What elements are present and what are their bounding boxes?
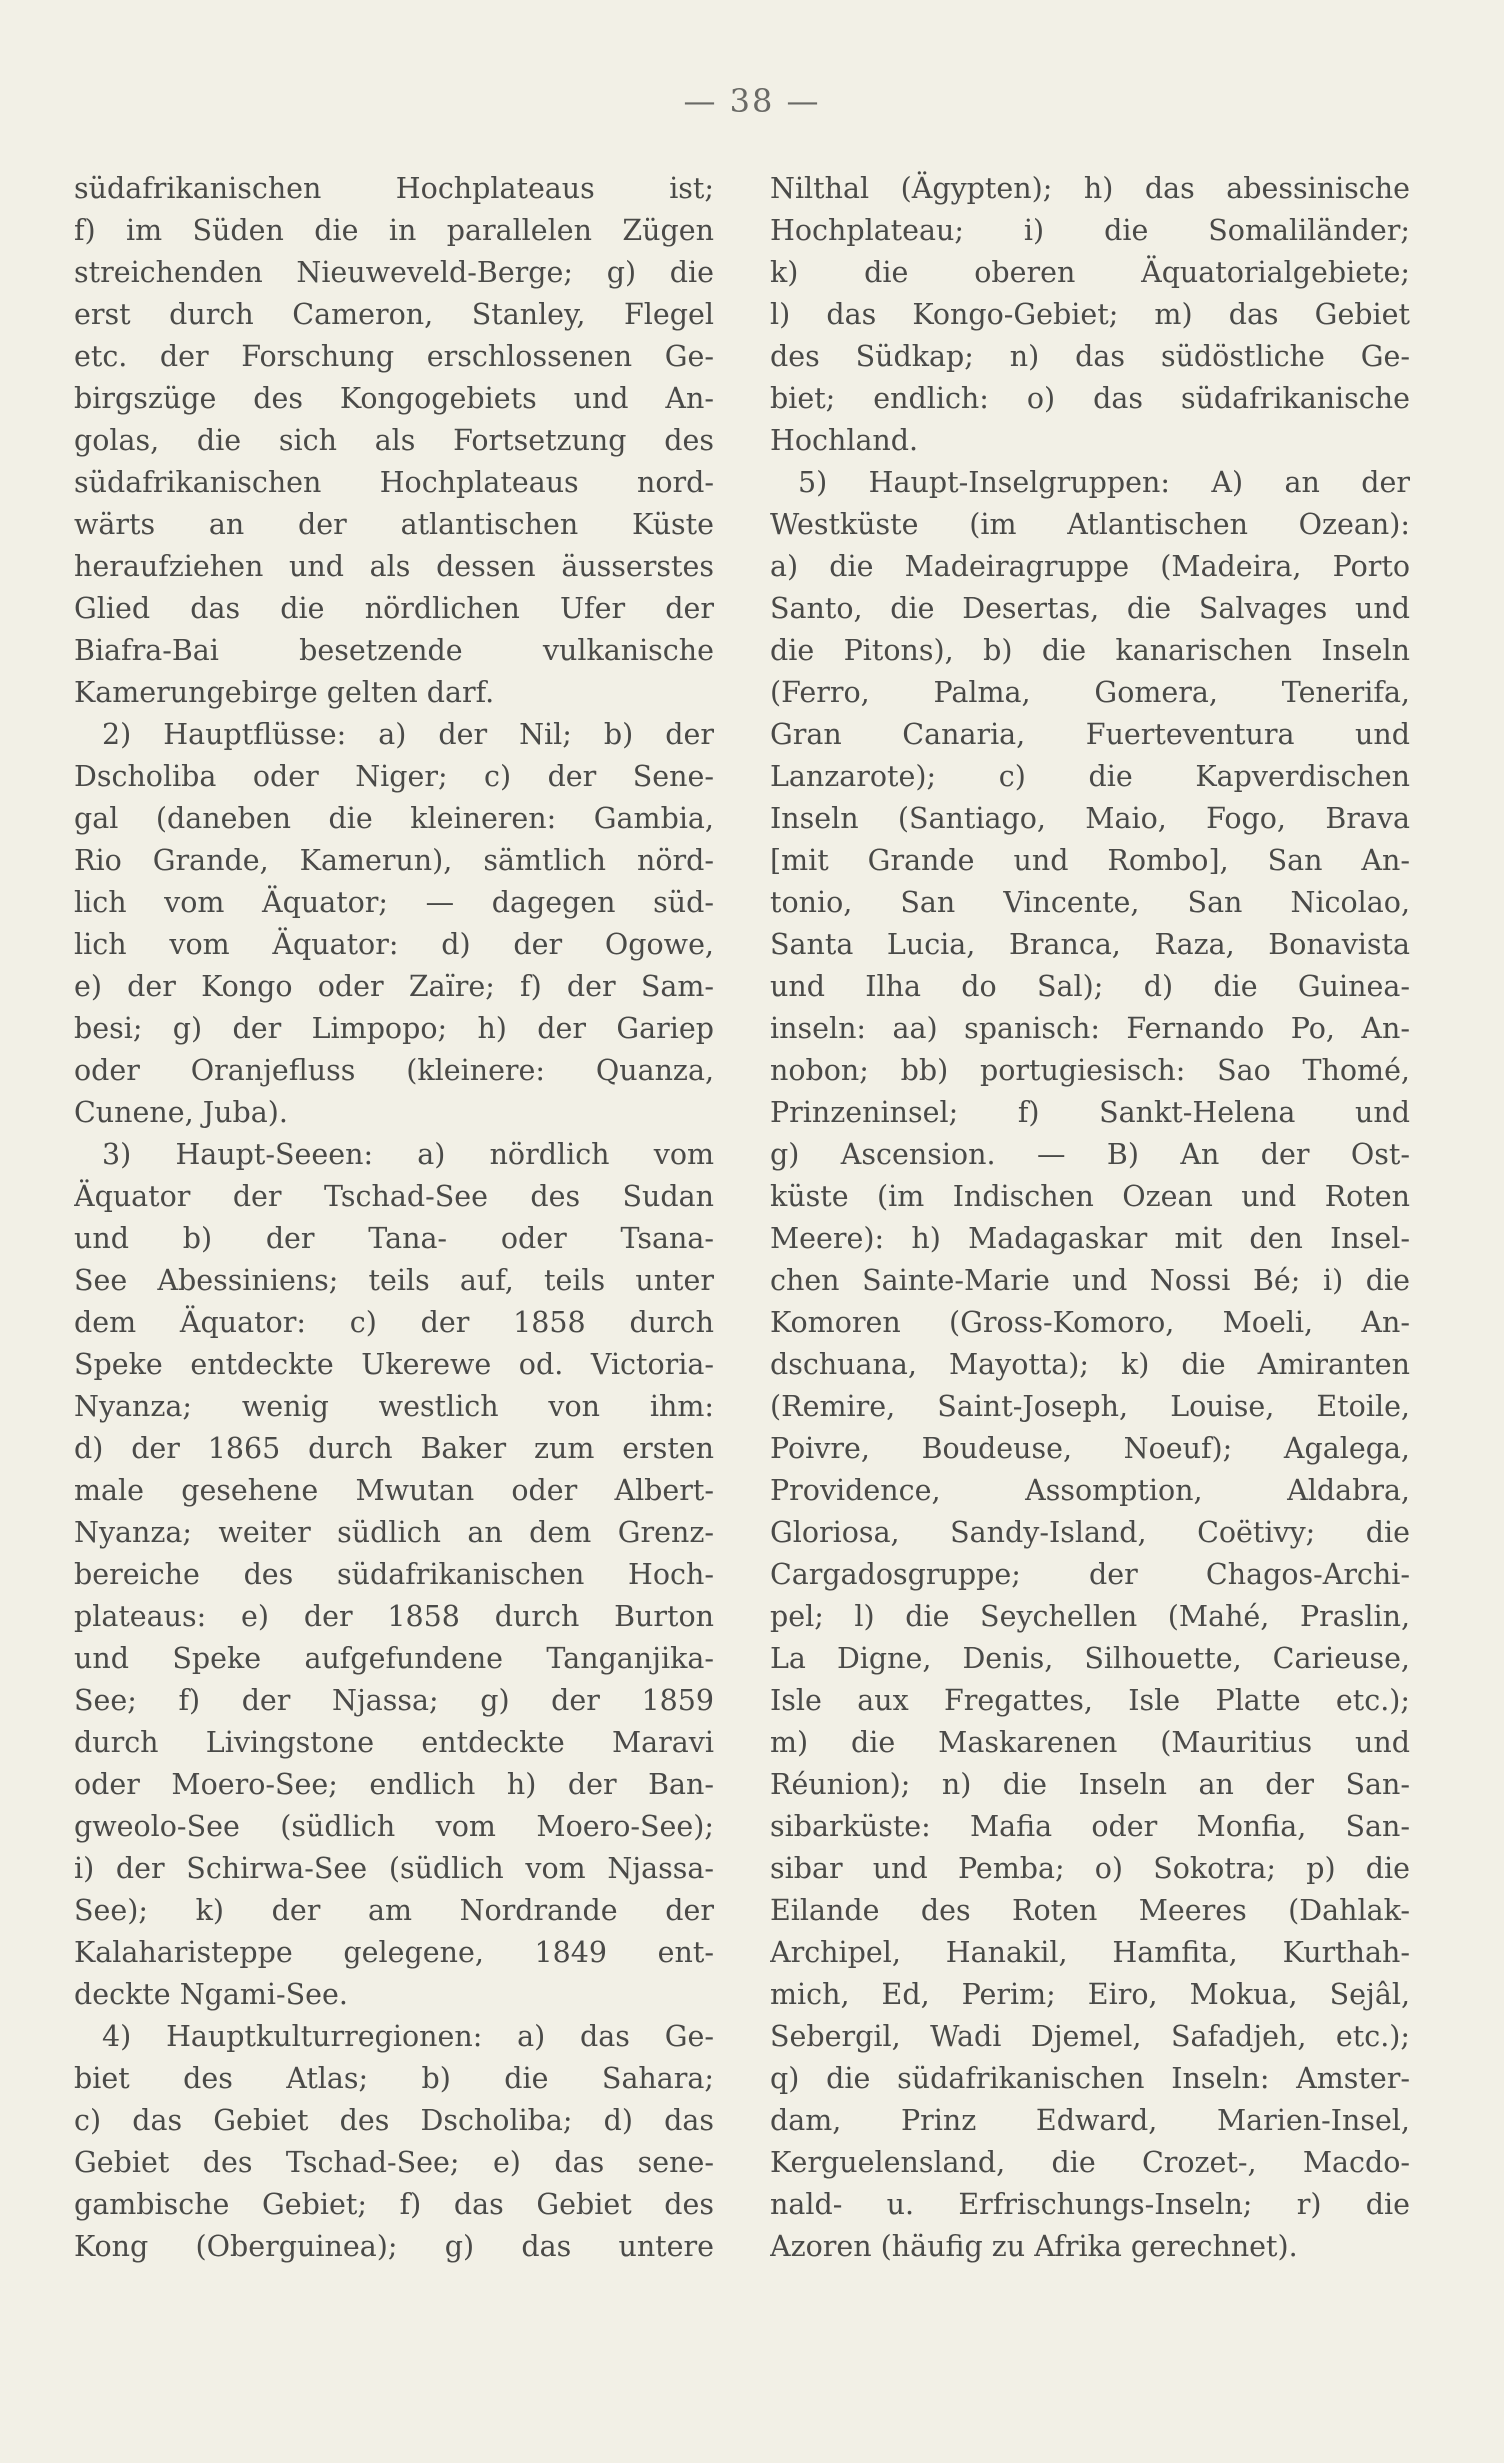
text-line: Kalaharisteppe gelegene, 1849 ent- <box>74 1936 714 1969</box>
text-line: biet; endlich: o) das südafrikanische <box>770 382 1410 415</box>
text-line: d) der 1865 durch Baker zum ersten <box>74 1432 714 1465</box>
text-line: Santo, die Desertas, die Salvages und <box>770 592 1410 625</box>
text-line: Komoren (Gross-Komoro, Moeli, An- <box>770 1306 1410 1339</box>
text-line: die Pitons), b) die kanarischen Inseln <box>770 634 1410 667</box>
text-line: küste (im Indischen Ozean und Roten <box>770 1180 1410 1213</box>
text-line: Kong (Oberguinea); g) das untere <box>74 2230 714 2263</box>
text-line: dschuana, Mayotta); k) die Amiranten <box>770 1348 1410 1381</box>
text-line: Hochland. <box>770 424 919 457</box>
text-line: wärts an der atlantischen Küste <box>74 508 714 541</box>
text-line: Meere): h) Madagaskar mit den Insel- <box>770 1222 1410 1255</box>
text-line: Kamerungebirge gelten darf. <box>74 676 495 709</box>
text-line: Äquator der Tschad-See des Sudan <box>74 1180 714 1213</box>
text-line: inseln: aa) spanisch: Fernando Po, An- <box>770 1012 1410 1045</box>
text-line: Providence, Assomption, Aldabra, <box>770 1474 1410 1507</box>
text-line: m) die Maskarenen (Mauritius und <box>770 1726 1410 1759</box>
text-line: gweolo-See (südlich vom Moero-See); <box>74 1810 714 1843</box>
text-line: Azoren (häufig zu Afrika gerechnet). <box>770 2230 1298 2263</box>
text-line: Gran Canaria, Fuerteventura und <box>770 718 1410 751</box>
text-line: 5) Haupt-Inselgruppen: A) an der <box>798 466 1410 499</box>
text-line: Sebergil, Wadi Djemel, Safadjeh, etc.); <box>770 2020 1410 2053</box>
text-line: nobon; bb) portugiesisch: Sao Thomé, <box>770 1054 1410 1087</box>
text-line: streichenden Nieuweveld-Berge; g) die <box>74 256 714 289</box>
text-line: oder Moero-See; endlich h) der Ban- <box>74 1768 714 1801</box>
text-line: deckte Ngami-See. <box>74 1978 348 2011</box>
text-line: erst durch Cameron, Stanley, Flegel <box>74 298 714 331</box>
text-line: südafrikanischen Hochplateaus nord- <box>74 466 714 499</box>
text-line: lich vom Äquator: d) der Ogowe, <box>74 928 714 961</box>
text-line: 2) Hauptflüsse: a) der Nil; b) der <box>102 718 714 751</box>
text-line: g) Ascension. — B) An der Ost- <box>770 1138 1410 1171</box>
text-line: Cargadosgruppe; der Chagos-Archi- <box>770 1558 1410 1591</box>
text-line: gal (daneben die kleineren: Gambia, <box>74 802 714 835</box>
text-line: Nyanza; wenig westlich von ihm: <box>74 1390 714 1423</box>
text-line: dem Äquator: c) der 1858 durch <box>74 1306 714 1339</box>
text-line: (Remire, Saint-Joseph, Louise, Etoile, <box>770 1390 1410 1423</box>
text-line: chen Sainte-Marie und Nossi Bé; i) die <box>770 1264 1410 1297</box>
text-line: plateaus: e) der 1858 durch Burton <box>74 1600 714 1633</box>
text-line: e) der Kongo oder Zaïre; f) der Sam- <box>74 970 714 1003</box>
text-line: Nilthal (Ägypten); h) das abessinische <box>770 172 1410 205</box>
text-line: 3) Haupt-Seeen: a) nördlich vom <box>102 1138 714 1171</box>
text-line: Eilande des Roten Meeres (Dahlak- <box>770 1894 1410 1927</box>
text-line: Cunene, Juba). <box>74 1096 288 1129</box>
text-line: Prinzeninsel; f) Sankt-Helena und <box>770 1096 1410 1129</box>
text-line: oder Oranjefluss (kleinere: Quanza, <box>74 1054 714 1087</box>
text-line: gambische Gebiet; f) das Gebiet des <box>74 2188 714 2221</box>
text-line: La Digne, Denis, Silhouette, Carieuse, <box>770 1642 1410 1675</box>
text-line: Isle aux Fregattes, Isle Platte etc.); <box>770 1684 1410 1717</box>
text-line: See); k) der am Nordrande der <box>74 1894 714 1927</box>
text-line: a) die Madeiragruppe (Madeira, Porto <box>770 550 1410 583</box>
text-line: 4) Hauptkulturregionen: a) das Ge- <box>102 2020 714 2053</box>
text-line: durch Livingstone entdeckte Maravi <box>74 1726 714 1759</box>
text-line: Speke entdeckte Ukerewe od. Victoria- <box>74 1348 714 1381</box>
text-line: Westküste (im Atlantischen Ozean): <box>770 508 1410 541</box>
text-line: und Speke aufgefundene Tanganjika- <box>74 1642 714 1675</box>
text-line: sibar und Pemba; o) Sokotra; p) die <box>770 1852 1410 1885</box>
text-line: Inseln (Santiago, Maio, Fogo, Brava <box>770 802 1410 835</box>
text-line: bereiche des südafrikanischen Hoch- <box>74 1558 714 1591</box>
page-number: — 38 — <box>683 82 821 120</box>
text-line: Glied das die nördlichen Ufer der <box>74 592 714 625</box>
text-line: südafrikanischen Hochplateaus ist; <box>74 172 714 205</box>
text-line: Gebiet des Tschad-See; e) das sene- <box>74 2146 714 2179</box>
text-line: See Abessiniens; teils auf, teils unter <box>74 1264 714 1297</box>
text-line: l) das Kongo-Gebiet; m) das Gebiet <box>770 298 1410 331</box>
text-line: k) die oberen Äquatorialgebiete; <box>770 256 1410 289</box>
text-line: Kerguelensland, die Crozet-, Macdo- <box>770 2146 1410 2179</box>
text-line: Dscholiba oder Niger; c) der Sene- <box>74 760 714 793</box>
text-line: dam, Prinz Edward, Marien-Insel, <box>770 2104 1410 2137</box>
text-line: Biafra-Bai besetzende vulkanische <box>74 634 714 667</box>
text-line: des Südkap; n) das südöstliche Ge- <box>770 340 1410 373</box>
text-line: sibarküste: Mafia oder Monfia, San- <box>770 1810 1410 1843</box>
text-line: und Ilha do Sal); d) die Guinea- <box>770 970 1410 1003</box>
text-line: See; f) der Njassa; g) der 1859 <box>74 1684 714 1717</box>
text-line: Archipel, Hanakil, Hamfita, Kurthah- <box>770 1936 1410 1969</box>
text-line: q) die südafrikanischen Inseln: Amster- <box>770 2062 1410 2095</box>
text-line: lich vom Äquator; — dagegen süd- <box>74 886 714 919</box>
text-line: tonio, San Vincente, San Nicolao, <box>770 886 1410 919</box>
text-line: Santa Lucia, Branca, Raza, Bonavista <box>770 928 1410 961</box>
text-line: male gesehene Mwutan oder Albert- <box>74 1474 714 1507</box>
text-line: golas, die sich als Fortsetzung des <box>74 424 714 457</box>
text-line: (Ferro, Palma, Gomera, Tenerifa, <box>770 676 1410 709</box>
text-line: c) das Gebiet des Dscholiba; d) das <box>74 2104 714 2137</box>
text-line: f) im Süden die in parallelen Zügen <box>74 214 714 247</box>
text-line: birgszüge des Kongogebiets und An- <box>74 382 714 415</box>
text-line: nald- u. Erfrischungs-Inseln; r) die <box>770 2188 1410 2221</box>
text-line: besi; g) der Limpopo; h) der Gariep <box>74 1012 714 1045</box>
text-line: mich, Ed, Perim; Eiro, Mokua, Sejâl, <box>770 1978 1410 2011</box>
text-line: biet des Atlas; b) die Sahara; <box>74 2062 714 2095</box>
text-line: [mit Grande und Rombo], San An- <box>770 844 1410 877</box>
text-line: und b) der Tana- oder Tsana- <box>74 1222 714 1255</box>
left-text-column <box>74 168 714 2268</box>
text-line: Poivre, Boudeuse, Noeuf); Agalega, <box>770 1432 1410 1465</box>
text-line: i) der Schirwa-See (südlich vom Njassa- <box>74 1852 714 1885</box>
text-line: Nyanza; weiter südlich an dem Grenz- <box>74 1516 714 1549</box>
text-line: Gloriosa, Sandy-Island, Coëtivy; die <box>770 1516 1410 1549</box>
text-line: Rio Grande, Kamerun), sämtlich nörd- <box>74 844 714 877</box>
text-line: heraufziehen und als dessen äusserstes <box>74 550 714 583</box>
text-line: Lanzarote); c) die Kapverdischen <box>770 760 1410 793</box>
text-line: pel; l) die Seychellen (Mahé, Praslin, <box>770 1600 1410 1633</box>
text-line: Hochplateau; i) die Somaliländer; <box>770 214 1410 247</box>
right-text-column <box>770 168 1410 2268</box>
text-line: Réunion); n) die Inseln an der San- <box>770 1768 1410 1801</box>
text-line: etc. der Forschung erschlossenen Ge- <box>74 340 714 373</box>
